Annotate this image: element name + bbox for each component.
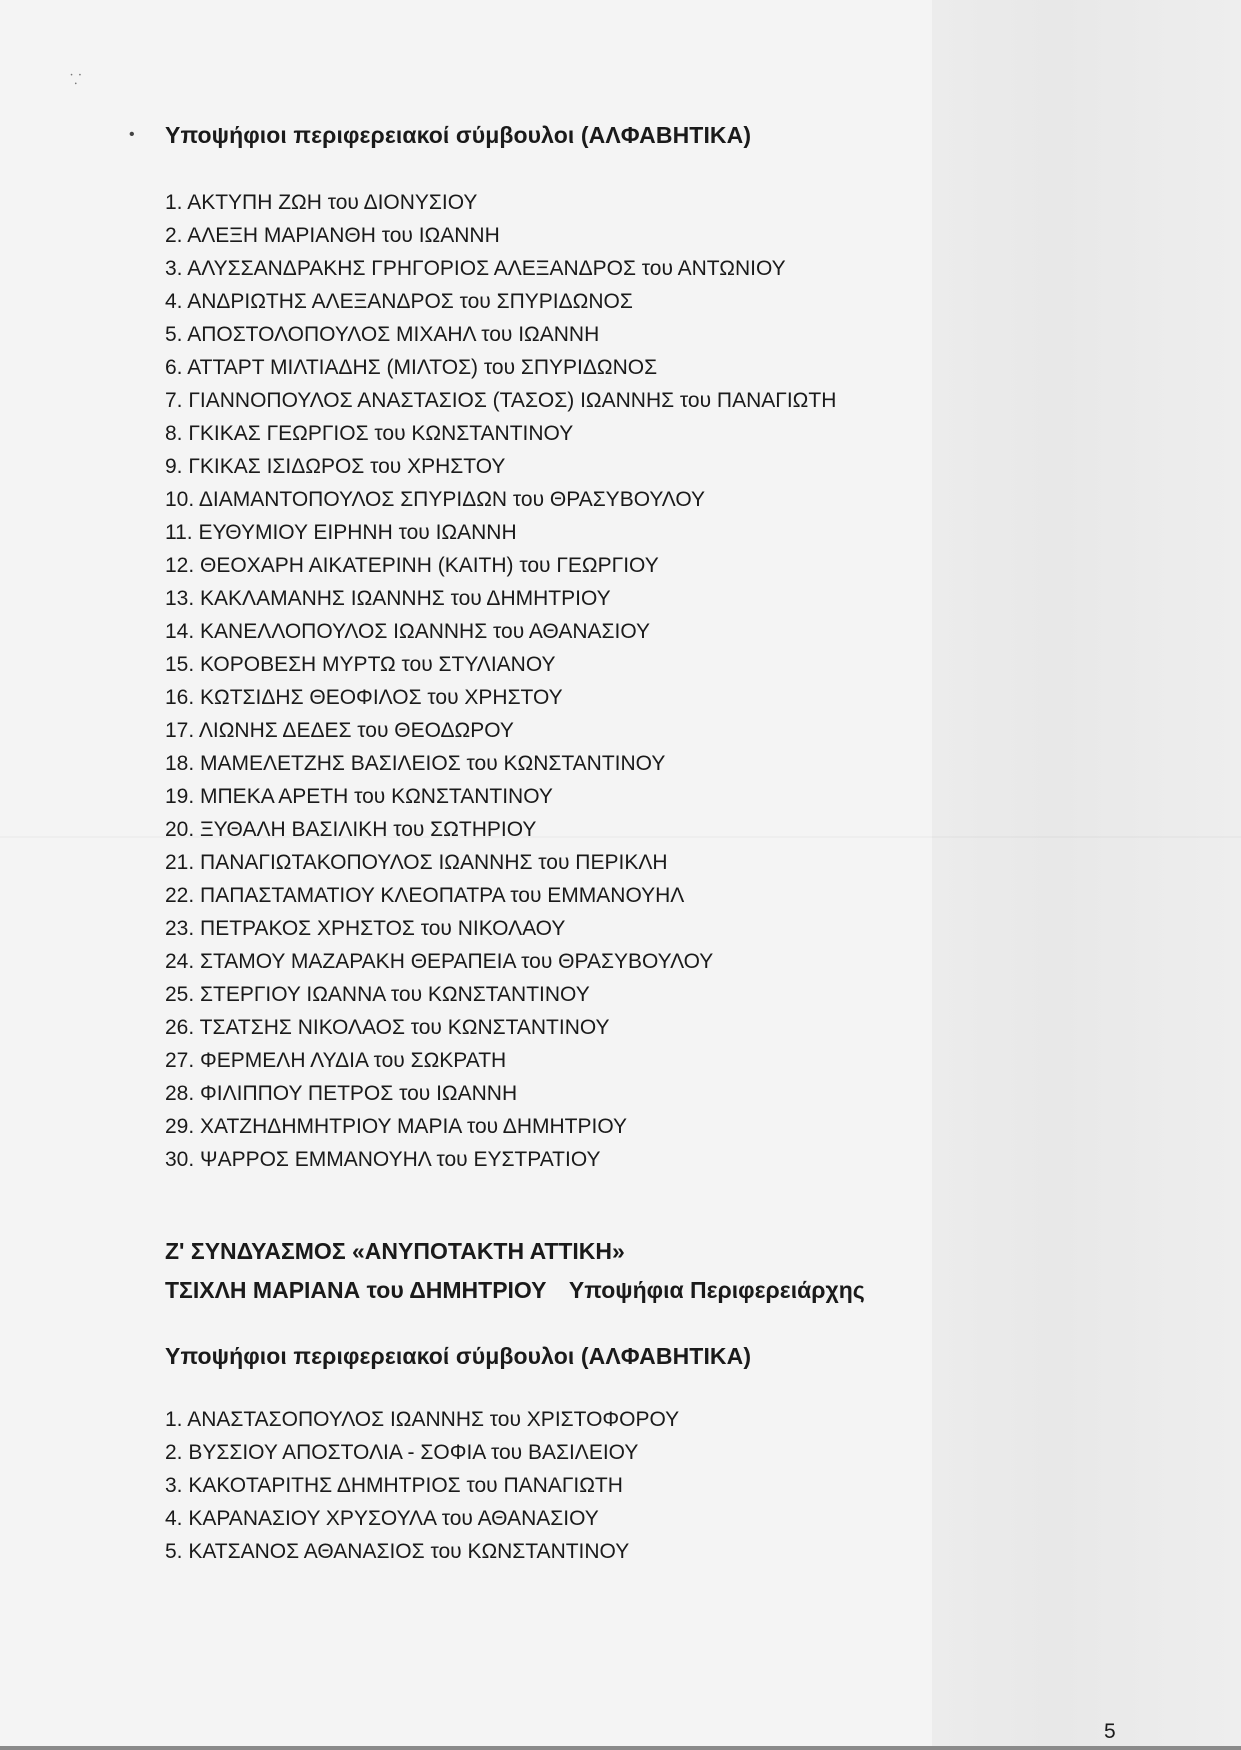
candidate-item: 19. ΜΠΕΚΑ ΑΡΕΤΗ του ΚΩΝΣΤΑΝΤΙΝΟΥ <box>165 785 553 808</box>
candidate-item: 25. ΣΤΕΡΓΙΟΥ ΙΩΑΝΝΑ του ΚΩΝΣΤΑΝΤΙΝΟΥ <box>165 983 590 1006</box>
candidate-item: 5. ΑΠΟΣΤΟΛΟΠΟΥΛΟΣ ΜΙΧΑΗΛ του ΙΩΑΝΝΗ <box>165 323 600 346</box>
section1-candidate-list <box>165 186 836 1176</box>
candidate-item: 2. ΒΥΣΣΙΟΥ ΑΠΟΣΤΟΛΙΑ - ΣΟΦΙΑ του ΒΑΣΙΛΕΙΟΥ <box>165 1441 639 1464</box>
candidate-item: 2. ΑΛΕΞΗ ΜΑΡΙΑΝΘΗ του ΙΩΑΝΝΗ <box>165 224 500 247</box>
candidate-item: 8. ΓΚΙΚΑΣ ΓΕΩΡΓΙΟΣ του ΚΩΝΣΤΑΝΤΙΝΟΥ <box>165 422 574 445</box>
scan-shadow-band <box>932 0 1241 1750</box>
candidate-item: 28. ΦΙΛΙΠΠΟΥ ΠΕΤΡΟΣ του ΙΩΑΝΝΗ <box>165 1082 518 1105</box>
candidate-item: 1. ΑΝΑΣΤΑΣΟΠΟΥΛΟΣ ΙΩΑΝΝΗΣ του ΧΡΙΣΤΟΦΟΡΟΥ <box>165 1408 680 1431</box>
candidate-item: 4. ΑΝΔΡΙΩΤΗΣ ΑΛΕΞΑΝΔΡΟΣ του ΣΠΥΡΙΔΩΝΟΣ <box>165 290 633 313</box>
candidate-item: 7. ΓΙΑΝΝΟΠΟΥΛΟΣ ΑΝΑΣΤΑΣΙΟΣ (ΤΑΣΟΣ) ΙΩΑΝΝΗΣ του ΠΑΝΑΓΙΩΤΗ <box>165 389 837 412</box>
candidate-item: 14. ΚΑΝΕΛΛΟΠΟΥΛΟΣ ΙΩΑΝΝΗΣ του ΑΘΑΝΑΣΙΟΥ <box>165 620 651 643</box>
candidate-item: 17. ΛΙΩΝΗΣ ΔΕΔΕΣ του ΘΕΟΔΩΡΟΥ <box>165 719 514 742</box>
candidate-item: 3. ΚΑΚΟΤΑΡΙΤΗΣ ΔΗΜΗΤΡΙΟΣ του ΠΑΝΑΓΙΩΤΗ <box>165 1474 623 1497</box>
candidate-item: 23. ΠΕΤΡΑΚΟΣ ΧΡΗΣΤΟΣ του ΝΙΚΟΛΑΟΥ <box>165 917 566 940</box>
candidate-item: 12. ΘΕΟΧΑΡΗ ΑΙΚΑΤΕΡΙΝΗ (ΚΑΙΤΗ) του ΓΕΩΡΓΙΟΥ <box>165 554 659 577</box>
candidate-item: 27. ΦΕΡΜΕΛΗ ΛΥΔΙΑ του ΣΩΚΡΑΤΗ <box>165 1049 507 1072</box>
candidate-item: 3. ΑΛΥΣΣΑΝΔΡΑΚΗΣ ΓΡΗΓΟΡΙΟΣ ΑΛΕΞΑΝΔΡΟΣ του ΑΝΤΩΝΙΟΥ <box>165 257 786 280</box>
section2-candidate-list <box>165 1403 679 1568</box>
candidate-item: 18. ΜΑΜΕΛΕΤΖΗΣ ΒΑΣΙΛΕΙΟΣ του ΚΩΝΣΤΑΝΤΙΝΟΥ <box>165 752 666 775</box>
candidate-item: 6. ΑΤΤΑΡΤ ΜΙΛΤΙΑΔΗΣ (ΜΙΛΤΟΣ) του ΣΠΥΡΙΔΩΝΟΣ <box>165 356 658 379</box>
section2-heading: Υποψήφιοι περιφερειακοί σύμβουλοι (ΑΛΦΑΒΗΤΙΚΑ) <box>165 1343 752 1369</box>
leader-role: Υποψήφια Περιφερειάρχης <box>568 1277 865 1303</box>
leader-name: ΤΣΙΧΛΗ ΜΑΡΙΑΝΑ του ΔΗΜΗΤΡΙΟΥ <box>165 1277 547 1303</box>
candidate-item: 29. ΧΑΤΖΗΔΗΜΗΤΡΙΟΥ ΜΑΡΙΑ του ΔΗΜΗΤΡΙΟΥ <box>165 1115 627 1138</box>
leader-line <box>165 1277 865 1304</box>
candidate-item: 13. ΚΑΚΛΑΜΑΝΗΣ ΙΩΑΝΝΗΣ του ΔΗΜΗΤΡΙΟΥ <box>165 587 611 610</box>
candidate-item: 24. ΣΤΑΜΟΥ ΜΑΖΑΡΑΚΗ ΘΕΡΑΠΕΙΑ του ΘΡΑΣΥΒΟΥΛΟΥ <box>165 950 714 973</box>
bullet-mark: • <box>129 126 135 143</box>
candidate-item: 11. ΕΥΘΥΜΙΟΥ ΕΙΡΗΝΗ του ΙΩΑΝΝΗ <box>165 521 517 544</box>
scan-specks: ⸪ <box>70 71 82 87</box>
candidate-item: 16. ΚΩΤΣΙΔΗΣ ΘΕΟΦΙΛΟΣ του ΧΡΗΣΤΟΥ <box>165 686 563 709</box>
section1-heading: Υποψήφιοι περιφερειακοί σύμβουλοι (ΑΛΦΑΒΗΤΙΚΑ) <box>165 122 752 148</box>
page-bottom-edge <box>0 1746 1241 1750</box>
candidate-item: 30. ΨΑΡΡΟΣ ΕΜΜΑΝΟΥΗΛ του ΕΥΣΤΡΑΤΙΟΥ <box>165 1148 601 1171</box>
candidate-item: 10. ΔΙΑΜΑΝΤΟΠΟΥΛΟΣ ΣΠΥΡΙΔΩΝ του ΘΡΑΣΥΒΟΥΛΟΥ <box>165 488 706 511</box>
candidate-item: 20. ΞΥΘΑΛΗ ΒΑΣΙΛΙΚΗ του ΣΩΤΗΡΙΟΥ <box>165 818 537 841</box>
candidate-item: 26. ΤΣΑΤΣΗΣ ΝΙΚΟΛΑΟΣ του ΚΩΝΣΤΑΝΤΙΝΟΥ <box>165 1016 610 1039</box>
candidate-item: 21. ΠΑΝΑΓΙΩΤΑΚΟΠΟΥΛΟΣ ΙΩΑΝΝΗΣ του ΠΕΡΙΚΛΗ <box>165 851 668 874</box>
candidate-item: 5. ΚΑΤΣΑΝΟΣ ΑΘΑΝΑΣΙΟΣ του ΚΩΝΣΤΑΝΤΙΝΟΥ <box>165 1540 630 1563</box>
candidate-item: 22. ΠΑΠΑΣΤΑΜΑΤΙΟΥ ΚΛΕΟΠΑΤΡΑ του ΕΜΜΑΝΟΥΗΛ <box>165 884 685 907</box>
page-number: 5 <box>1104 1720 1116 1743</box>
candidate-item: 4. ΚΑΡΑΝΑΣΙΟΥ ΧΡΥΣΟΥΛΑ του ΑΘΑΝΑΣΙΟΥ <box>165 1507 599 1530</box>
candidate-item: 1. ΑΚΤΥΠΗ ΖΩΗ του ΔΙΟΝΥΣΙΟΥ <box>165 191 478 214</box>
combination-title: Ζ' ΣΥΝΔΥΑΣΜΟΣ «ΑΝΥΠΟΤΑΚΤΗ ΑΤΤΙΚΗ» <box>165 1238 625 1264</box>
candidate-item: 15. ΚΟΡΟΒΕΣΗ ΜΥΡΤΩ του ΣΤΥΛΙΑΝΟΥ <box>165 653 556 676</box>
candidate-item: 9. ΓΚΙΚΑΣ ΙΣΙΔΩΡΟΣ του ΧΡΗΣΤΟΥ <box>165 455 506 478</box>
